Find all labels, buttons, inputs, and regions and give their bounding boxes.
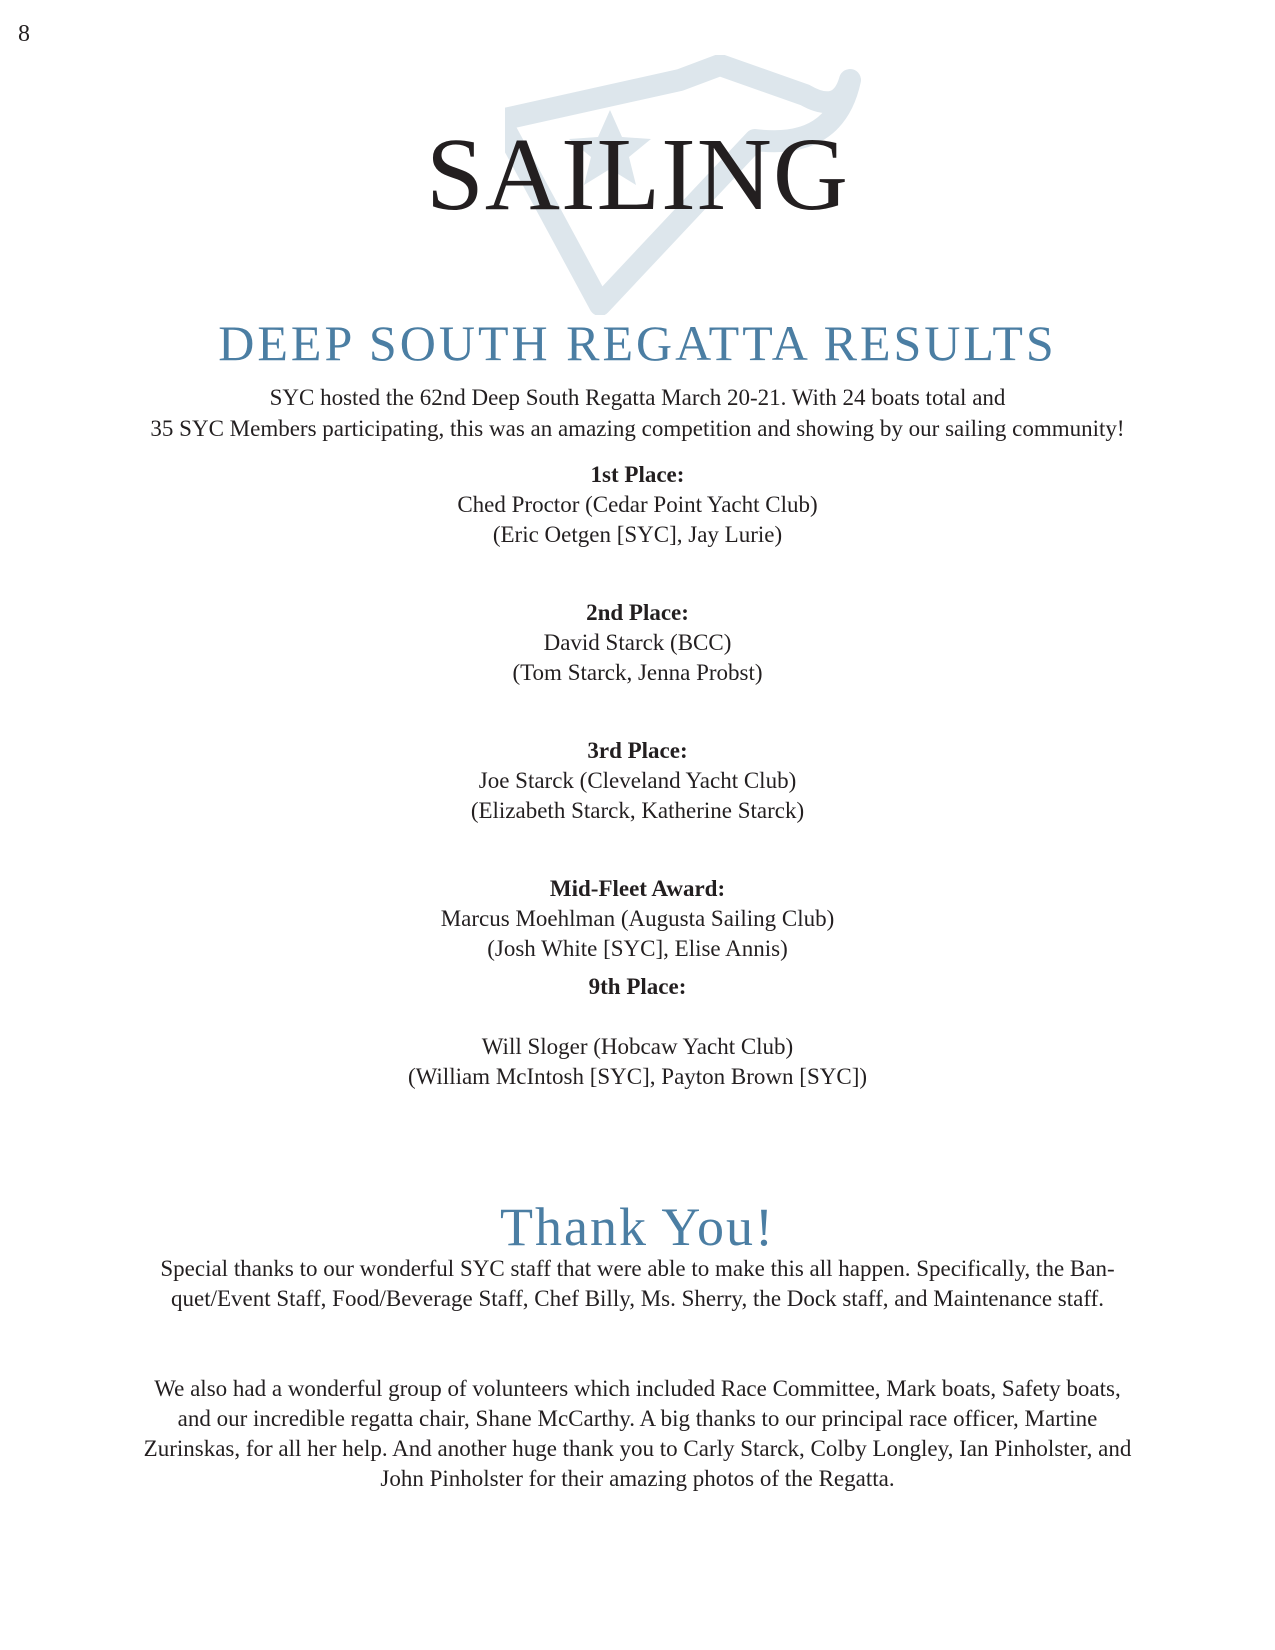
thank-you-heading: Thank You! xyxy=(499,1197,776,1257)
paragraph-line: John Pinholster for their amazing photos of the Regatta. xyxy=(380,1466,895,1491)
paragraph-line: quet/Event Staff, Food/Beverage Staff, Chef Billy, Ms. Sherry, the Dock staff, and Maintenance staff. xyxy=(171,1286,1104,1311)
result-third-place xyxy=(0,736,1275,826)
result-heading: 3rd Place: xyxy=(587,738,688,763)
result-ninth-place xyxy=(0,972,1275,1092)
paragraph-line: Special thanks to our wonderful SYC staff that were able to make this all happen. Specifically, the Ban- xyxy=(160,1256,1115,1281)
intro-line: 35 SYC Members participating, this was an amazing competition and showing by our sailing community! xyxy=(150,416,1125,441)
result-heading: 2nd Place: xyxy=(586,600,689,625)
result-heading: Mid-Fleet Award: xyxy=(549,876,726,901)
result-crew: (Josh White [SYC], Elise Annis) xyxy=(487,936,788,961)
paragraph-line: Zurinskas, for all her help. And another huge thank you to Carly Starck, Colby Longley, Ian Pinholster, and xyxy=(143,1436,1132,1461)
page-number: 8 xyxy=(18,21,30,47)
section-title-regatta-results: DEEP SOUTH REGATTA RESULTS xyxy=(218,315,1057,371)
result-mid-fleet-award xyxy=(0,874,1275,964)
result-second-place xyxy=(0,598,1275,688)
page-title: SAILING xyxy=(426,117,849,232)
result-skipper: Ched Proctor (Cedar Point Yacht Club) xyxy=(457,492,818,517)
intro-paragraph xyxy=(60,382,1215,444)
result-crew: (Eric Oetgen [SYC], Jay Lurie) xyxy=(492,522,783,547)
paragraph-line: We also had a wonderful group of volunteers which included Race Committee, Mark boats, Safety boats, xyxy=(154,1376,1121,1401)
result-skipper: Will Sloger (Hobcaw Yacht Club) xyxy=(481,1034,794,1059)
result-heading: 9th Place: xyxy=(588,974,687,999)
intro-line: SYC hosted the 62nd Deep South Regatta March 20-21. With 24 boats total and xyxy=(269,385,1006,410)
result-crew: (William McIntosh [SYC], Payton Brown [SYC]) xyxy=(407,1064,868,1089)
result-first-place xyxy=(0,460,1275,550)
result-skipper: David Starck (BCC) xyxy=(543,630,732,655)
result-skipper: Marcus Moehlman (Augusta Sailing Club) xyxy=(440,906,835,931)
result-skipper: Joe Starck (Cleveland Yacht Club) xyxy=(478,768,797,793)
paragraph-line: and our incredible regatta chair, Shane McCarthy. A big thanks to our principal race officer, Martine xyxy=(177,1406,1098,1431)
volunteer-thanks-paragraph xyxy=(80,1374,1195,1494)
result-crew: (Elizabeth Starck, Katherine Starck) xyxy=(470,798,805,823)
result-crew: (Tom Starck, Jenna Probst) xyxy=(512,660,763,685)
result-heading: 1st Place: xyxy=(590,462,685,487)
results-list xyxy=(0,460,1275,1092)
staff-thanks-paragraph xyxy=(80,1254,1195,1314)
